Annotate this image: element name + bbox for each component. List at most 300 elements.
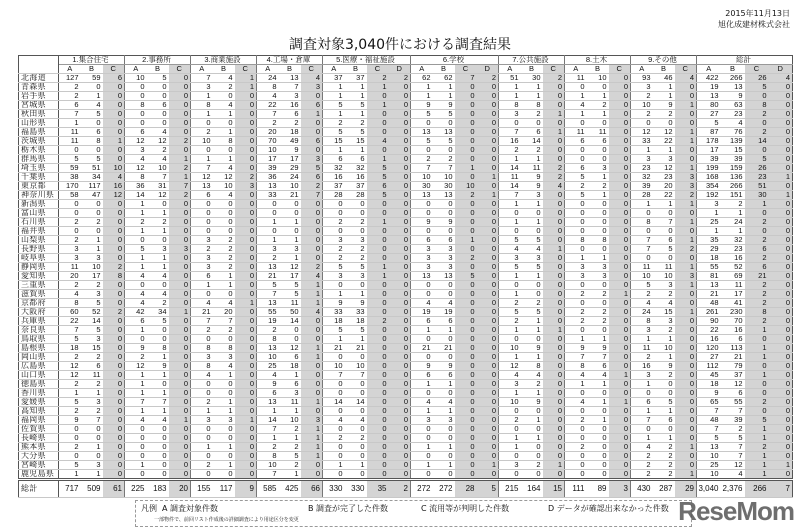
count-cell: 5 bbox=[323, 326, 345, 335]
count-cell: 6 bbox=[565, 164, 587, 173]
count-cell: 17 bbox=[697, 146, 721, 155]
count-cell: 2 bbox=[565, 443, 587, 452]
count-cell: 0 bbox=[235, 308, 257, 317]
count-cell: 1 bbox=[675, 101, 697, 110]
count-cell: 1 bbox=[697, 209, 721, 218]
count-cell: 0 bbox=[59, 434, 81, 443]
count-cell: 0 bbox=[675, 344, 697, 353]
count-cell: 2 bbox=[631, 452, 653, 461]
count-cell: 1 bbox=[543, 110, 565, 119]
count-cell: 0 bbox=[389, 398, 411, 407]
count-cell: 0 bbox=[191, 218, 213, 227]
count-cell: 6 bbox=[411, 371, 433, 380]
table-row bbox=[19, 452, 793, 461]
count-cell: 3 bbox=[697, 200, 721, 209]
count-cell: 1 bbox=[125, 326, 147, 335]
count-cell: 7 bbox=[191, 164, 213, 173]
count-cell: 2 bbox=[323, 434, 345, 443]
count-cell: 4 bbox=[565, 371, 587, 380]
count-cell: 1 bbox=[345, 92, 367, 101]
category-header: 9.その他 bbox=[631, 56, 697, 65]
count-cell: 0 bbox=[125, 434, 147, 443]
count-cell: 1 bbox=[81, 236, 103, 245]
count-cell: 0 bbox=[769, 389, 793, 398]
prefecture-name: 福島県 bbox=[19, 128, 59, 137]
count-cell: 16 bbox=[499, 137, 521, 146]
count-cell: 0 bbox=[169, 443, 191, 452]
count-cell: 0 bbox=[609, 83, 631, 92]
count-cell: 14 bbox=[345, 398, 367, 407]
count-cell: 0 bbox=[477, 335, 499, 344]
table-row bbox=[19, 155, 793, 164]
prefecture-name: 茨城県 bbox=[19, 137, 59, 146]
count-cell: 9 bbox=[59, 416, 81, 425]
count-cell: 0 bbox=[103, 452, 125, 461]
count-cell: 0 bbox=[609, 263, 631, 272]
count-cell: 1 bbox=[367, 155, 389, 164]
count-cell: 10 bbox=[213, 182, 235, 191]
count-cell: 0 bbox=[543, 353, 565, 362]
count-cell: 1 bbox=[301, 443, 323, 452]
count-cell: 16 bbox=[697, 335, 721, 344]
count-cell: 0 bbox=[345, 470, 367, 480]
count-cell: 1 bbox=[125, 389, 147, 398]
count-cell: 0 bbox=[103, 416, 125, 425]
count-cell: 1 bbox=[675, 200, 697, 209]
count-cell: 55 bbox=[697, 263, 721, 272]
count-cell: 0 bbox=[543, 92, 565, 101]
count-cell: 1 bbox=[587, 110, 609, 119]
count-cell: 14 bbox=[499, 164, 521, 173]
count-cell: 34 bbox=[147, 308, 169, 317]
count-cell: 0 bbox=[745, 146, 769, 155]
count-cell: 0 bbox=[455, 245, 477, 254]
count-cell: 6 bbox=[433, 371, 455, 380]
count-cell: 6 bbox=[521, 128, 543, 137]
count-cell: 0 bbox=[769, 236, 793, 245]
count-cell: 3 bbox=[323, 272, 345, 281]
count-cell: 0 bbox=[389, 452, 411, 461]
count-cell: 0 bbox=[521, 425, 543, 434]
count-cell: 0 bbox=[543, 389, 565, 398]
count-cell: 1 bbox=[323, 335, 345, 344]
count-cell: 23 bbox=[653, 173, 675, 182]
count-cell: 0 bbox=[103, 470, 125, 480]
count-cell: 39 bbox=[697, 155, 721, 164]
count-cell: 12 bbox=[103, 191, 125, 200]
count-cell: 14 bbox=[257, 416, 279, 425]
count-cell: 2 bbox=[477, 74, 499, 83]
count-cell: 59 bbox=[81, 74, 103, 83]
count-cell: 6 bbox=[81, 362, 103, 371]
count-cell: 2 bbox=[191, 326, 213, 335]
count-cell: 0 bbox=[631, 119, 653, 128]
count-cell: 1 bbox=[213, 371, 235, 380]
prefecture-name: 岩手県 bbox=[19, 92, 59, 101]
count-cell: 1 bbox=[521, 272, 543, 281]
count-cell: 0 bbox=[565, 200, 587, 209]
count-cell: 2 bbox=[543, 74, 565, 83]
count-cell: 0 bbox=[477, 83, 499, 92]
count-cell: 21 bbox=[257, 272, 279, 281]
count-cell: 0 bbox=[521, 119, 543, 128]
count-cell: 0 bbox=[675, 362, 697, 371]
count-cell: 11 bbox=[721, 281, 745, 290]
column-header-b: B bbox=[147, 65, 169, 74]
count-cell: 13 bbox=[697, 281, 721, 290]
count-cell: 6 bbox=[191, 272, 213, 281]
count-cell: 0 bbox=[675, 119, 697, 128]
count-cell: 1 bbox=[769, 191, 793, 200]
count-cell: 7 bbox=[455, 74, 477, 83]
count-cell: 1 bbox=[653, 83, 675, 92]
prefecture-name: 北海道 bbox=[19, 74, 59, 83]
count-cell: 1 bbox=[745, 344, 769, 353]
count-cell: 0 bbox=[433, 146, 455, 155]
count-cell: 21 bbox=[697, 290, 721, 299]
count-cell: 0 bbox=[745, 119, 769, 128]
count-cell: 1 bbox=[433, 326, 455, 335]
count-cell: 0 bbox=[455, 218, 477, 227]
count-cell: 2 bbox=[631, 290, 653, 299]
count-cell: 0 bbox=[345, 200, 367, 209]
count-cell: 0 bbox=[631, 425, 653, 434]
count-cell: 1 bbox=[279, 434, 301, 443]
count-cell: 3 bbox=[235, 182, 257, 191]
count-cell: 4 bbox=[147, 272, 169, 281]
count-cell: 2 bbox=[59, 281, 81, 290]
count-cell: 32 bbox=[345, 164, 367, 173]
count-cell: 29 bbox=[697, 245, 721, 254]
prefecture-name: 島根県 bbox=[19, 344, 59, 353]
count-cell: 0 bbox=[323, 200, 345, 209]
count-cell: 0 bbox=[147, 200, 169, 209]
count-cell: 0 bbox=[609, 308, 631, 317]
count-cell: 0 bbox=[191, 200, 213, 209]
count-cell: 5 bbox=[499, 308, 521, 317]
count-cell: 15 bbox=[721, 146, 745, 155]
count-cell: 1 bbox=[103, 137, 125, 146]
count-cell: 0 bbox=[587, 443, 609, 452]
count-cell: 0 bbox=[367, 290, 389, 299]
count-cell: 1 bbox=[147, 371, 169, 380]
count-cell: 0 bbox=[477, 281, 499, 290]
count-cell: 26 bbox=[745, 164, 769, 173]
count-cell: 3 bbox=[169, 245, 191, 254]
count-cell: 2 bbox=[81, 218, 103, 227]
count-cell: 0 bbox=[191, 380, 213, 389]
count-cell: 0 bbox=[389, 110, 411, 119]
prefecture-name: 兵庫県 bbox=[19, 317, 59, 326]
count-cell: 0 bbox=[675, 146, 697, 155]
count-cell: 4 bbox=[323, 416, 345, 425]
count-cell: 23 bbox=[721, 245, 745, 254]
count-cell: 0 bbox=[543, 308, 565, 317]
count-cell: 3 bbox=[81, 335, 103, 344]
count-cell: 2 bbox=[653, 443, 675, 452]
count-cell: 0 bbox=[389, 119, 411, 128]
count-cell: 35 bbox=[697, 236, 721, 245]
count-cell: 5 bbox=[631, 281, 653, 290]
count-cell: 0 bbox=[301, 335, 323, 344]
count-cell: 9 bbox=[721, 92, 745, 101]
count-cell: 2 bbox=[257, 443, 279, 452]
count-cell: 0 bbox=[169, 407, 191, 416]
count-cell: 0 bbox=[769, 434, 793, 443]
count-cell: 0 bbox=[565, 146, 587, 155]
count-cell: 0 bbox=[389, 353, 411, 362]
count-cell: 79 bbox=[721, 362, 745, 371]
count-cell: 0 bbox=[609, 191, 631, 200]
count-cell: 46 bbox=[653, 74, 675, 83]
count-cell: 1 bbox=[675, 443, 697, 452]
count-cell: 1 bbox=[769, 173, 793, 182]
count-cell: 0 bbox=[769, 155, 793, 164]
count-cell: 0 bbox=[125, 110, 147, 119]
count-cell: 5 bbox=[279, 290, 301, 299]
count-cell: 0 bbox=[675, 83, 697, 92]
count-cell: 5 bbox=[367, 191, 389, 200]
count-cell: 0 bbox=[769, 200, 793, 209]
count-cell: 168 bbox=[697, 173, 721, 182]
count-cell: 6 bbox=[631, 398, 653, 407]
count-cell: 0 bbox=[323, 209, 345, 218]
count-cell: 0 bbox=[587, 245, 609, 254]
count-cell: 1 bbox=[301, 281, 323, 290]
count-cell: 0 bbox=[169, 434, 191, 443]
count-cell: 36 bbox=[257, 173, 279, 182]
prefecture-name: 大阪府 bbox=[19, 308, 59, 317]
count-cell: 2 bbox=[169, 137, 191, 146]
count-cell: 5 bbox=[59, 398, 81, 407]
count-cell: 4 bbox=[587, 371, 609, 380]
count-cell: 25 bbox=[697, 218, 721, 227]
count-cell: 0 bbox=[653, 227, 675, 236]
count-cell: 2 bbox=[521, 110, 543, 119]
count-cell: 0 bbox=[521, 407, 543, 416]
count-cell: 3 bbox=[81, 254, 103, 263]
count-cell: 0 bbox=[235, 434, 257, 443]
count-cell: 0 bbox=[125, 83, 147, 92]
count-cell: 0 bbox=[433, 227, 455, 236]
count-cell: 5 bbox=[653, 398, 675, 407]
count-cell: 7 bbox=[59, 326, 81, 335]
count-cell: 0 bbox=[631, 227, 653, 236]
table-row bbox=[19, 461, 793, 470]
count-cell: 0 bbox=[103, 83, 125, 92]
count-cell: 5 bbox=[367, 164, 389, 173]
count-cell: 0 bbox=[235, 353, 257, 362]
count-cell: 7 bbox=[169, 182, 191, 191]
count-cell: 1 bbox=[191, 92, 213, 101]
prefecture-name: 香川県 bbox=[19, 389, 59, 398]
count-cell: 0 bbox=[769, 218, 793, 227]
count-cell: 0 bbox=[169, 218, 191, 227]
prefecture-name: 京都府 bbox=[19, 299, 59, 308]
count-cell: 0 bbox=[367, 353, 389, 362]
count-cell: 1 bbox=[499, 434, 521, 443]
count-cell: 4 bbox=[499, 371, 521, 380]
count-cell: 1 bbox=[675, 308, 697, 317]
count-cell: 4 bbox=[147, 155, 169, 164]
count-cell: 6 bbox=[411, 236, 433, 245]
count-cell: 16 bbox=[631, 362, 653, 371]
column-header-a: A bbox=[411, 65, 433, 74]
count-cell: 0 bbox=[301, 227, 323, 236]
count-cell: 0 bbox=[521, 335, 543, 344]
count-cell: 3 bbox=[433, 263, 455, 272]
count-cell: 0 bbox=[81, 146, 103, 155]
count-cell: 1 bbox=[565, 92, 587, 101]
count-cell: 87 bbox=[697, 128, 721, 137]
count-cell: 2 bbox=[213, 326, 235, 335]
count-cell: 1 bbox=[521, 389, 543, 398]
count-cell: 8 bbox=[565, 362, 587, 371]
count-cell: 1 bbox=[213, 281, 235, 290]
count-cell: 10 bbox=[279, 416, 301, 425]
count-cell: 0 bbox=[769, 299, 793, 308]
count-cell: 4 bbox=[411, 299, 433, 308]
count-cell: 0 bbox=[389, 155, 411, 164]
count-cell: 0 bbox=[769, 272, 793, 281]
count-cell: 2 bbox=[587, 182, 609, 191]
count-cell: 1 bbox=[345, 110, 367, 119]
count-cell: 0 bbox=[235, 362, 257, 371]
count-cell: 6 bbox=[721, 389, 745, 398]
count-cell: 0 bbox=[389, 362, 411, 371]
count-cell: 52 bbox=[721, 263, 745, 272]
count-cell: 0 bbox=[609, 434, 631, 443]
count-cell: 0 bbox=[609, 407, 631, 416]
count-cell: 2 bbox=[455, 254, 477, 263]
count-cell: 1 bbox=[653, 200, 675, 209]
count-cell: 3 bbox=[499, 110, 521, 119]
count-cell: 1 bbox=[433, 92, 455, 101]
count-cell: 3 bbox=[433, 245, 455, 254]
count-cell: 4 bbox=[675, 74, 697, 83]
table-row bbox=[19, 416, 793, 425]
count-cell: 5 bbox=[59, 335, 81, 344]
count-cell: 0 bbox=[213, 119, 235, 128]
count-cell: 1 bbox=[147, 254, 169, 263]
category-header: 1.集合住宅 bbox=[59, 56, 125, 65]
count-cell: 0 bbox=[191, 290, 213, 299]
count-cell: 3 bbox=[301, 155, 323, 164]
count-cell: 1 bbox=[81, 92, 103, 101]
count-cell: 0 bbox=[543, 335, 565, 344]
count-cell: 55 bbox=[257, 308, 279, 317]
count-cell: 1 bbox=[477, 191, 499, 200]
count-cell: 0 bbox=[103, 434, 125, 443]
count-cell: 0 bbox=[191, 470, 213, 480]
column-header-b: B bbox=[653, 65, 675, 74]
count-cell: 1 bbox=[169, 173, 191, 182]
count-cell: 2 bbox=[81, 281, 103, 290]
count-cell: 34 bbox=[81, 173, 103, 182]
count-cell: 0 bbox=[169, 371, 191, 380]
count-cell: 0 bbox=[587, 452, 609, 461]
count-cell: 0 bbox=[235, 218, 257, 227]
count-cell: 0 bbox=[499, 335, 521, 344]
count-cell: 3 bbox=[631, 155, 653, 164]
count-cell: 0 bbox=[609, 146, 631, 155]
count-cell: 4 bbox=[125, 299, 147, 308]
count-cell: 2 bbox=[455, 191, 477, 200]
count-cell: 2 bbox=[521, 461, 543, 470]
table-row bbox=[19, 470, 793, 480]
count-cell: 1 bbox=[521, 317, 543, 326]
count-cell: 0 bbox=[477, 155, 499, 164]
count-cell: 1 bbox=[543, 326, 565, 335]
count-cell: 0 bbox=[323, 281, 345, 290]
count-cell: 4 bbox=[125, 155, 147, 164]
count-cell: 0 bbox=[301, 371, 323, 380]
count-cell: 0 bbox=[587, 119, 609, 128]
count-cell: 5 bbox=[367, 173, 389, 182]
count-cell: 11 bbox=[587, 128, 609, 137]
count-cell: 4 bbox=[433, 398, 455, 407]
count-cell: 117 bbox=[213, 480, 235, 498]
count-cell: 6 bbox=[125, 128, 147, 137]
count-cell: 0 bbox=[301, 461, 323, 470]
count-cell: 0 bbox=[323, 443, 345, 452]
count-cell: 90 bbox=[697, 317, 721, 326]
count-cell: 0 bbox=[769, 425, 793, 434]
count-cell: 120 bbox=[697, 344, 721, 353]
count-cell: 69 bbox=[721, 272, 745, 281]
count-cell: 0 bbox=[631, 389, 653, 398]
count-cell: 0 bbox=[169, 200, 191, 209]
count-cell: 8 bbox=[499, 101, 521, 110]
count-cell: 0 bbox=[345, 227, 367, 236]
count-cell: 0 bbox=[103, 317, 125, 326]
count-cell: 2 bbox=[745, 128, 769, 137]
count-cell: 0 bbox=[235, 191, 257, 200]
count-cell: 12 bbox=[59, 371, 81, 380]
count-cell: 2 bbox=[279, 119, 301, 128]
count-cell: 4 bbox=[769, 74, 793, 83]
count-cell: 2 bbox=[745, 290, 769, 299]
count-cell: 0 bbox=[587, 218, 609, 227]
count-cell: 0 bbox=[769, 101, 793, 110]
count-cell: 24 bbox=[279, 173, 301, 182]
count-cell: 0 bbox=[543, 236, 565, 245]
count-cell: 60 bbox=[59, 308, 81, 317]
count-cell: 0 bbox=[587, 470, 609, 480]
count-cell: 0 bbox=[477, 245, 499, 254]
prefecture-name: 鳥取県 bbox=[19, 335, 59, 344]
count-cell: 2 bbox=[499, 146, 521, 155]
count-cell: 159 bbox=[721, 164, 745, 173]
count-cell: 0 bbox=[103, 101, 125, 110]
count-cell: 0 bbox=[345, 452, 367, 461]
count-cell: 3 bbox=[587, 263, 609, 272]
count-cell: 6 bbox=[279, 353, 301, 362]
count-cell: 3 bbox=[191, 254, 213, 263]
count-cell: 199 bbox=[697, 164, 721, 173]
count-cell: 0 bbox=[235, 92, 257, 101]
count-cell: 4 bbox=[345, 416, 367, 425]
count-cell: 4 bbox=[721, 470, 745, 480]
count-cell: 0 bbox=[213, 452, 235, 461]
count-cell: 12 bbox=[279, 344, 301, 353]
count-cell: 58 bbox=[59, 191, 81, 200]
count-cell: 9 bbox=[521, 173, 543, 182]
count-cell: 0 bbox=[411, 353, 433, 362]
count-cell: 3 bbox=[191, 83, 213, 92]
count-cell: 2 bbox=[323, 254, 345, 263]
count-cell: 1 bbox=[147, 227, 169, 236]
